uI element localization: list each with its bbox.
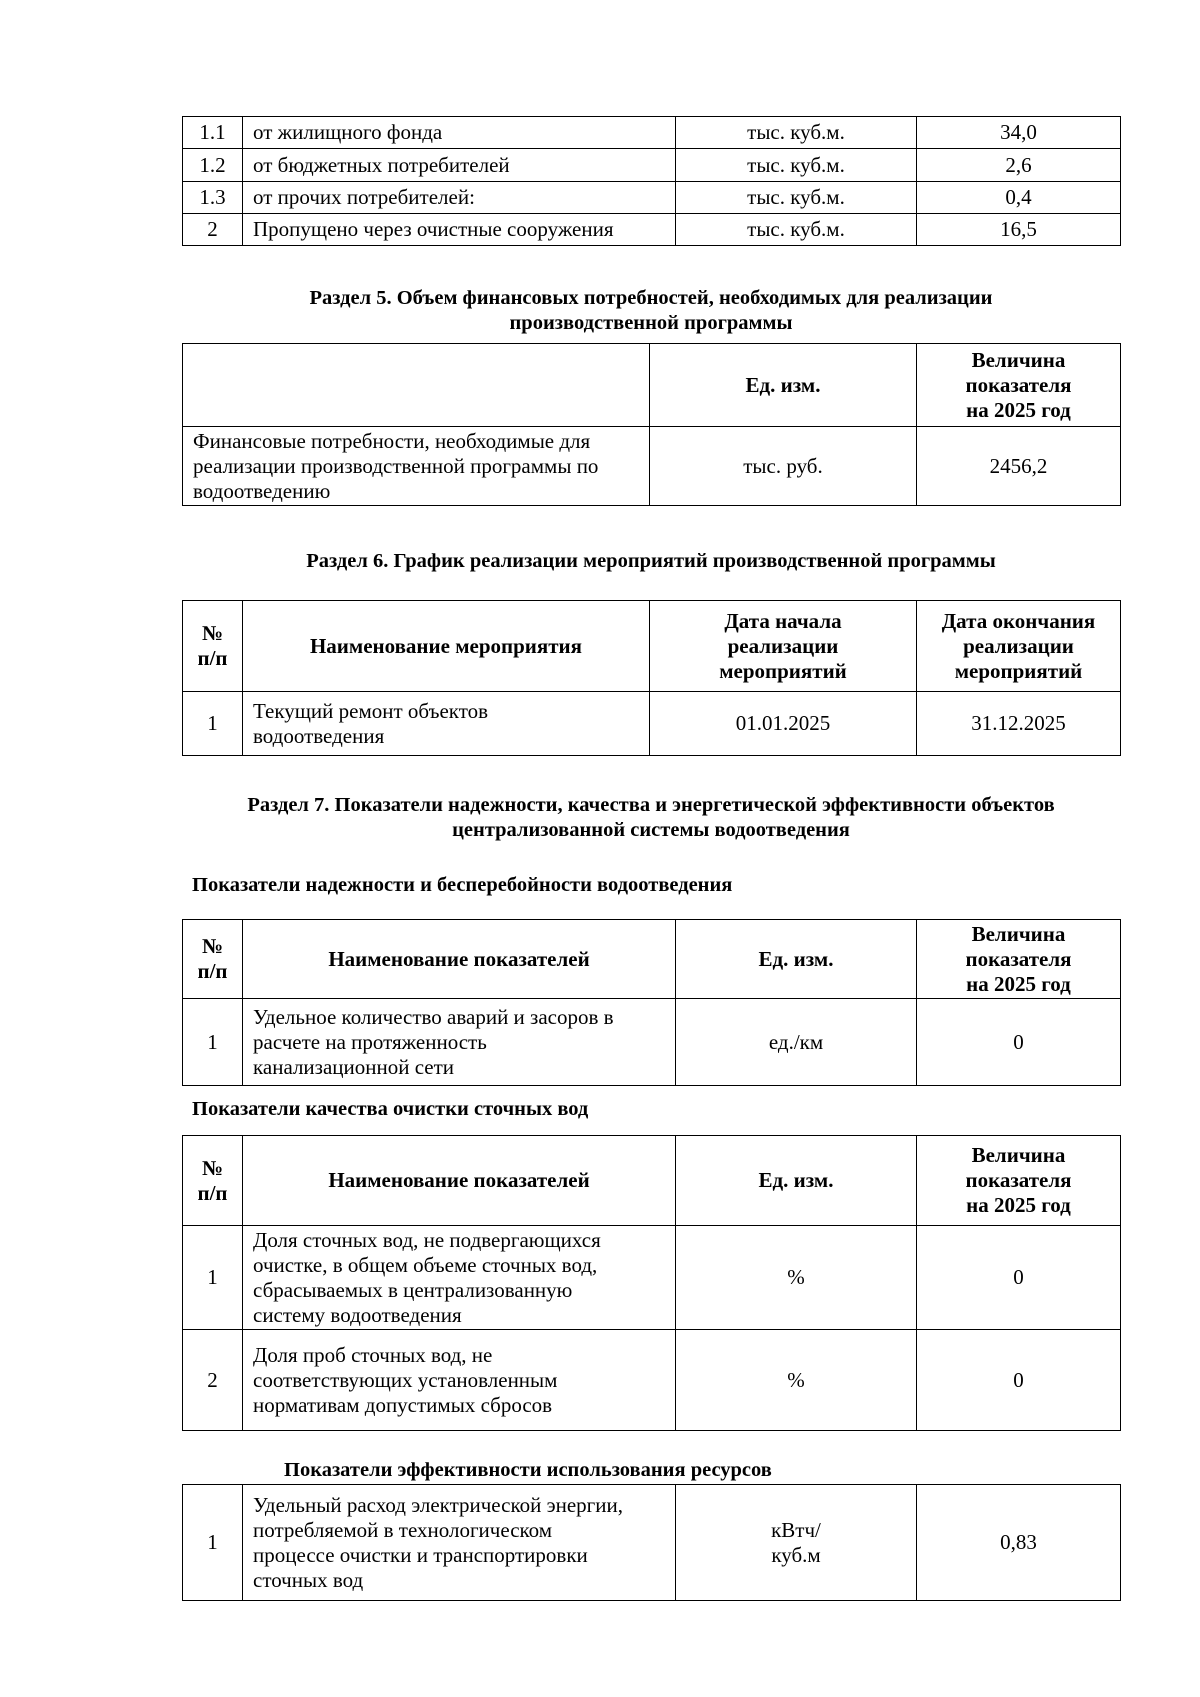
section6-table: [182, 600, 1121, 756]
header-number: [183, 601, 243, 692]
table-row: [183, 427, 1121, 506]
header-unit: Ед. изм.: [676, 1136, 917, 1226]
header-name: Наименование показателей: [243, 920, 676, 999]
table-row: [183, 182, 1121, 214]
header-value: [917, 920, 1121, 999]
table-row: [183, 117, 1121, 149]
row-unit: тыс. куб.м.: [676, 182, 917, 214]
row-number: 1: [183, 692, 243, 756]
quality-table: [182, 1135, 1121, 1431]
header-number-line: п/п: [197, 1180, 228, 1205]
row-name: от прочих потребителей:: [243, 182, 676, 214]
section6-title: Раздел 6. График реализации мероприятий производственной программы: [306, 550, 996, 572]
row-unit-line: куб.м: [771, 1542, 821, 1567]
row-name-line: расчете на протяженность: [253, 1029, 487, 1054]
table-header-row: [183, 601, 1121, 692]
header-value: [917, 344, 1121, 427]
row-name: Пропущено через очистные сооружения: [243, 214, 676, 246]
section5-title-line1: Раздел 5. Объем финансовых потребностей, необходимых для реализации: [309, 287, 993, 309]
row-end-date: 31.12.2025: [917, 692, 1121, 756]
row-value: 16,5: [917, 214, 1121, 246]
row-name-line: Текущий ремонт объектов: [253, 698, 489, 723]
row-number: 1.2: [183, 149, 243, 182]
header-unit: Ед. изм.: [650, 344, 917, 427]
row-unit-line: кВтч/: [771, 1517, 821, 1542]
row-name-line: потребляемой в технологическом: [253, 1517, 553, 1542]
header-value-line: показателя: [965, 946, 1072, 971]
row-name: [243, 999, 676, 1086]
section7-title: [182, 793, 1120, 843]
header-number-line: п/п: [197, 646, 228, 670]
row-number: 1.1: [183, 117, 243, 149]
efficiency-table: [182, 1484, 1121, 1601]
reliability-table: [182, 919, 1121, 1086]
table-row: [183, 1226, 1121, 1330]
row-name: [243, 1485, 676, 1601]
header-value-line: показателя: [965, 372, 1072, 397]
row-unit: %: [676, 1226, 917, 1330]
header-start-line: реализации: [727, 633, 839, 658]
header-end-date: [917, 601, 1121, 692]
row-value: 0,4: [917, 182, 1121, 214]
row-name: от жилищного фонда: [243, 117, 676, 149]
row-name-line: водоотведения: [253, 723, 385, 748]
efficiency-subtitle: Показатели эффективности использования ресурсов: [284, 1459, 772, 1481]
table-row: [183, 999, 1121, 1086]
section7-title-line1: Раздел 7. Показатели надежности, качества и энергетической эффективности объектов: [247, 794, 1055, 816]
row-unit: [676, 1485, 917, 1601]
row-name-line: Доля сточных вод, не подвергающихся: [253, 1227, 601, 1252]
header-value-line: показателя: [965, 1168, 1072, 1192]
row-value: 2,6: [917, 149, 1121, 182]
table-row: [183, 1330, 1121, 1431]
table-row: [183, 149, 1121, 182]
table-row: [183, 1485, 1121, 1601]
header-number: [183, 920, 243, 999]
row-unit: тыс. куб.м.: [676, 214, 917, 246]
header-value-line: Величина: [971, 1143, 1066, 1167]
row-name-line: сточных вод: [253, 1567, 364, 1592]
header-end-line: реализации: [963, 633, 1074, 658]
row-unit: тыс. куб.м.: [676, 149, 917, 182]
header-start-date: [650, 601, 917, 692]
row-value: 2456,2: [917, 427, 1121, 506]
header-unit: Ед. изм.: [676, 920, 917, 999]
row-unit: тыс. куб.м.: [676, 117, 917, 149]
table-row: [183, 214, 1121, 246]
header-end-line: мероприятий: [954, 658, 1083, 683]
quality-subtitle: Показатели качества очистки сточных вод: [192, 1098, 589, 1120]
row-number: 1: [183, 999, 243, 1086]
row-name: [243, 1226, 676, 1330]
section5-title: [182, 286, 1120, 336]
row-name: [243, 1330, 676, 1431]
header-number-line: №: [201, 621, 224, 645]
table-header-row: [183, 344, 1121, 427]
table-header-row: [183, 920, 1121, 999]
header-name: Наименование показателей: [243, 1136, 676, 1226]
header-number-line: п/п: [197, 959, 228, 983]
row-value: 0: [917, 1226, 1121, 1330]
header-value-line: на 2025 год: [966, 397, 1071, 422]
row-name-line: сбрасываемых в централизованную: [253, 1277, 573, 1302]
header-end-line: Дата окончания: [941, 608, 1096, 633]
row-number: 1: [183, 1226, 243, 1330]
row-unit: %: [676, 1330, 917, 1431]
header-value-line: Величина: [971, 347, 1066, 372]
row-value: 0,83: [917, 1485, 1121, 1601]
header-empty: [183, 344, 650, 427]
section7-title-line2: централизованной системы водоотведения: [452, 819, 850, 841]
header-value-line: на 2025 год: [966, 971, 1071, 996]
row-name: [243, 692, 650, 756]
header-value: [917, 1136, 1121, 1226]
row-value: 34,0: [917, 117, 1121, 149]
section5-table: [182, 343, 1121, 506]
table-row: [183, 692, 1121, 756]
row-unit: ед./км: [676, 999, 917, 1086]
header-value-line: на 2025 год: [966, 1193, 1071, 1217]
row-name-line: Финансовые потребности, необходимые для: [193, 428, 591, 453]
row-name-line: Доля проб сточных вод, не: [253, 1342, 493, 1367]
row-number: 1.3: [183, 182, 243, 214]
row-name-line: Удельное количество аварий и засоров в: [253, 1004, 614, 1029]
row-name-line: соответствующих установленным: [253, 1367, 558, 1392]
row-number: 2: [183, 1330, 243, 1431]
row-name-line: водоотведению: [193, 478, 331, 503]
row-unit: тыс. руб.: [650, 427, 917, 506]
row-value: 0: [917, 1330, 1121, 1431]
row-number: 1: [183, 1485, 243, 1601]
row-name-line: систему водоотведения: [253, 1302, 462, 1327]
reliability-subtitle: Показатели надежности и бесперебойности водоотведения: [192, 874, 733, 896]
header-value-line: Величина: [971, 921, 1066, 946]
top-volume-table: [182, 116, 1121, 246]
section5-title-line2: производственной программы: [509, 312, 793, 334]
header-start-line: Дата начала: [724, 608, 842, 633]
row-number: 2: [183, 214, 243, 246]
row-name-line: очистке, в общем объеме сточных вод,: [253, 1252, 598, 1277]
header-number-line: №: [201, 1155, 224, 1180]
row-start-date: 01.01.2025: [650, 692, 917, 756]
row-name-line: процессе очистки и транспортировки: [253, 1542, 588, 1567]
row-name-line: канализационной сети: [253, 1054, 455, 1079]
row-name: от бюджетных потребителей: [243, 149, 676, 182]
header-number-line: №: [201, 934, 224, 958]
row-name-line: реализации производственной программы по: [193, 453, 599, 478]
header-number: [183, 1136, 243, 1226]
row-name-line: Удельный расход электрической энергии,: [253, 1492, 624, 1517]
table-header-row: [183, 1136, 1121, 1226]
header-name: Наименование мероприятия: [243, 601, 650, 692]
row-name: [183, 427, 650, 506]
header-start-line: мероприятий: [719, 658, 847, 683]
row-value: 0: [917, 999, 1121, 1086]
row-name-line: нормативам допустимых сбросов: [253, 1392, 553, 1417]
